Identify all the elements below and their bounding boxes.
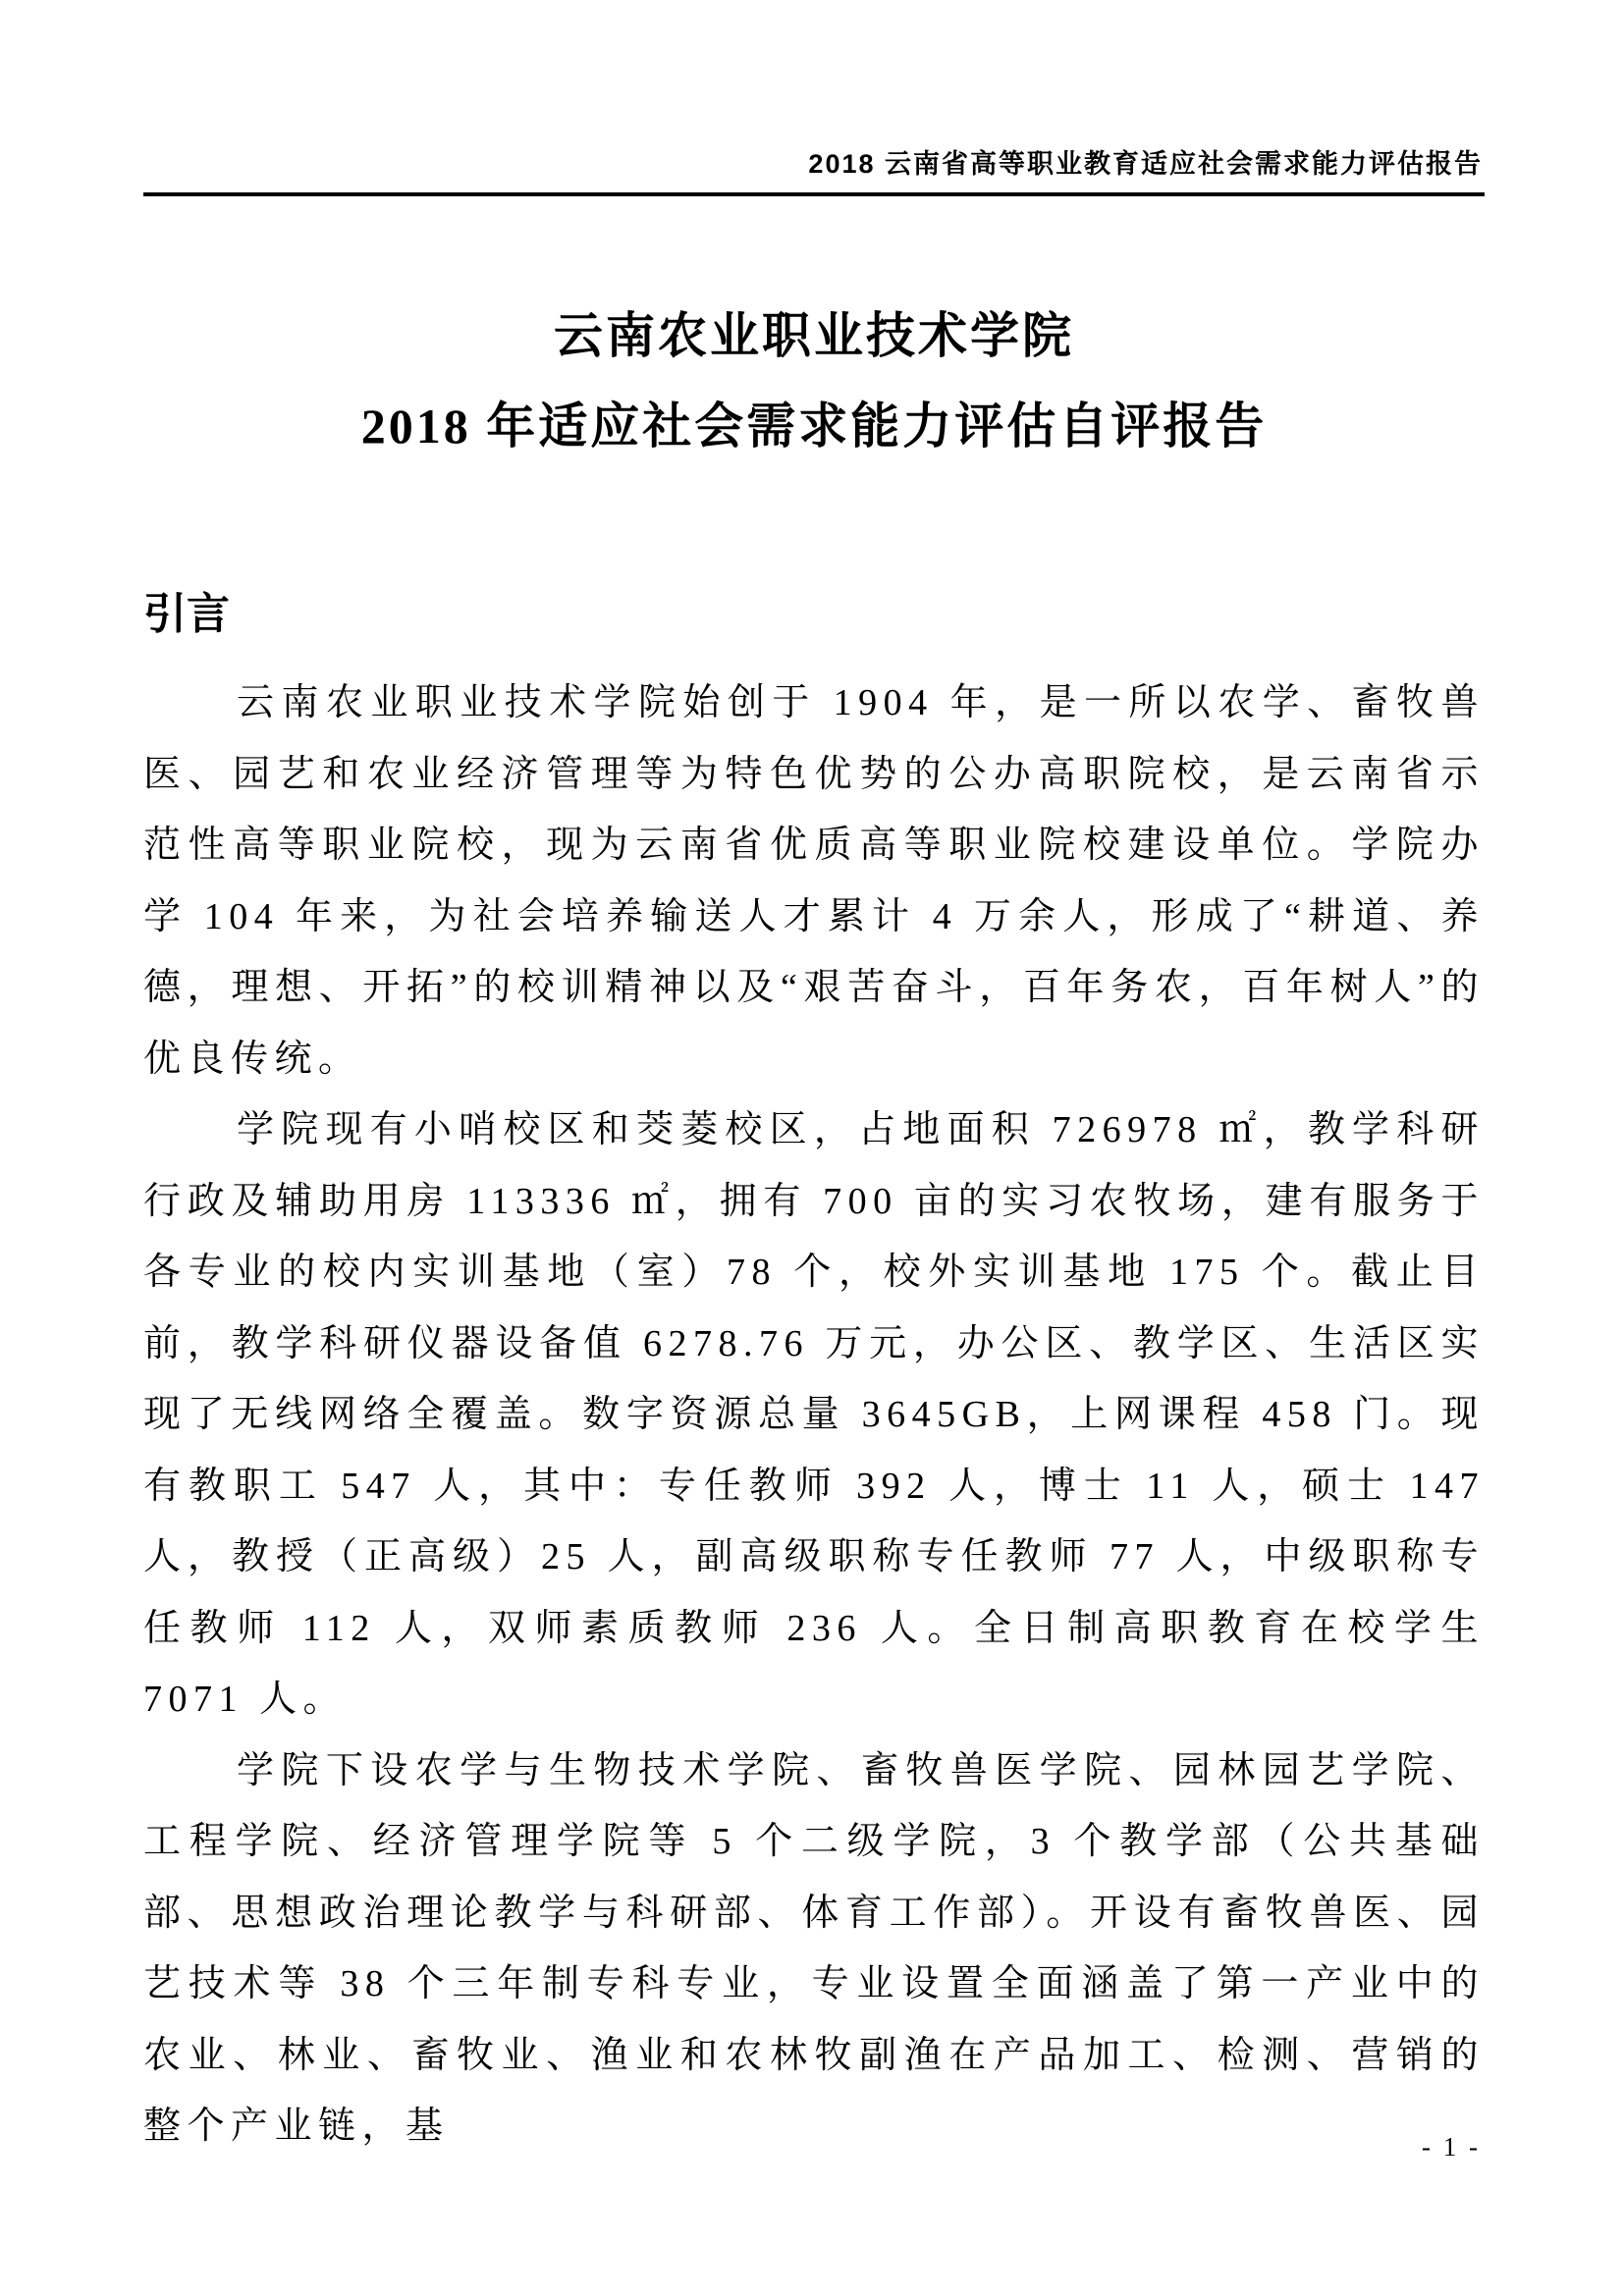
paragraph-colleges-majors: 学院下设农学与生物技术学院、畜牧兽医学院、园林园艺学院、工程学院、经济管理学院等 5 个二级学院，3 个教学部（公共基础部、思想政治理论教学与科研部、体育工作部）。开设有畜牧兽医、园艺技术等 38 个三年制专科专业，专业设置全面涵盖了第一产业中的农业、林业、畜牧业、渔业和农林牧副渔在产品加工、检测、营销的整个产业链，基 bbox=[143, 1749, 1485, 2147]
paragraph-campus-facilities: 学院现有小哨校区和茭菱校区，占地面积 726978 ㎡，教学科研行政及辅助用房 113336 ㎡，拥有 700 亩的实习农牧场，建有服务于各专业的校内实训基地（室）78 个，校外实训基地 175 个。截止目前，教学科研仪器设备值 6278.76 万元，办公区、教学区、生活区实现了无线网络全覆盖。数字资源总量 3645GB，上网课程 458 门。现有教职工 547 人，其中：专任教师 392 人，博士 11 人，硕士 147 人，教授（正高级）25 人，副高级职称专任教师 77 人，中级职称专任教师 112 人，双师素质教师 236 人。全日制高职教育在校学生 7071 人。 bbox=[143, 1109, 1485, 1720]
document-title-line1: 云南农业职业技术学院 bbox=[554, 308, 1074, 363]
header-rule-divider bbox=[143, 192, 1485, 196]
document-body bbox=[143, 667, 1485, 2163]
running-header: 2018 云南省高等职业教育适应社会需求能力评估报告 bbox=[808, 149, 1483, 179]
section-heading-introduction: 引言 bbox=[143, 590, 230, 638]
document-title-line2: 2018 年适应社会需求能力评估自评报告 bbox=[360, 399, 1268, 454]
paragraph-history: 云南农业职业技术学院始创于 1904 年，是一所以农学、畜牧兽医、园艺和农业经济管理等为特色优势的公办高职院校，是云南省示范性高等职业院校，现为云南省优质高等职业院校建设单位。学院办学 104 年来，为社会培养输送人才累计 4 万余人，形成了“耕道、养德，理想、开拓”的校训精神以及“艰苦奋斗，百年务农，百年树人”的优良传统。 bbox=[143, 682, 1485, 1080]
document-title bbox=[143, 291, 1485, 471]
page-number: - 1 - bbox=[1422, 2132, 1481, 2162]
